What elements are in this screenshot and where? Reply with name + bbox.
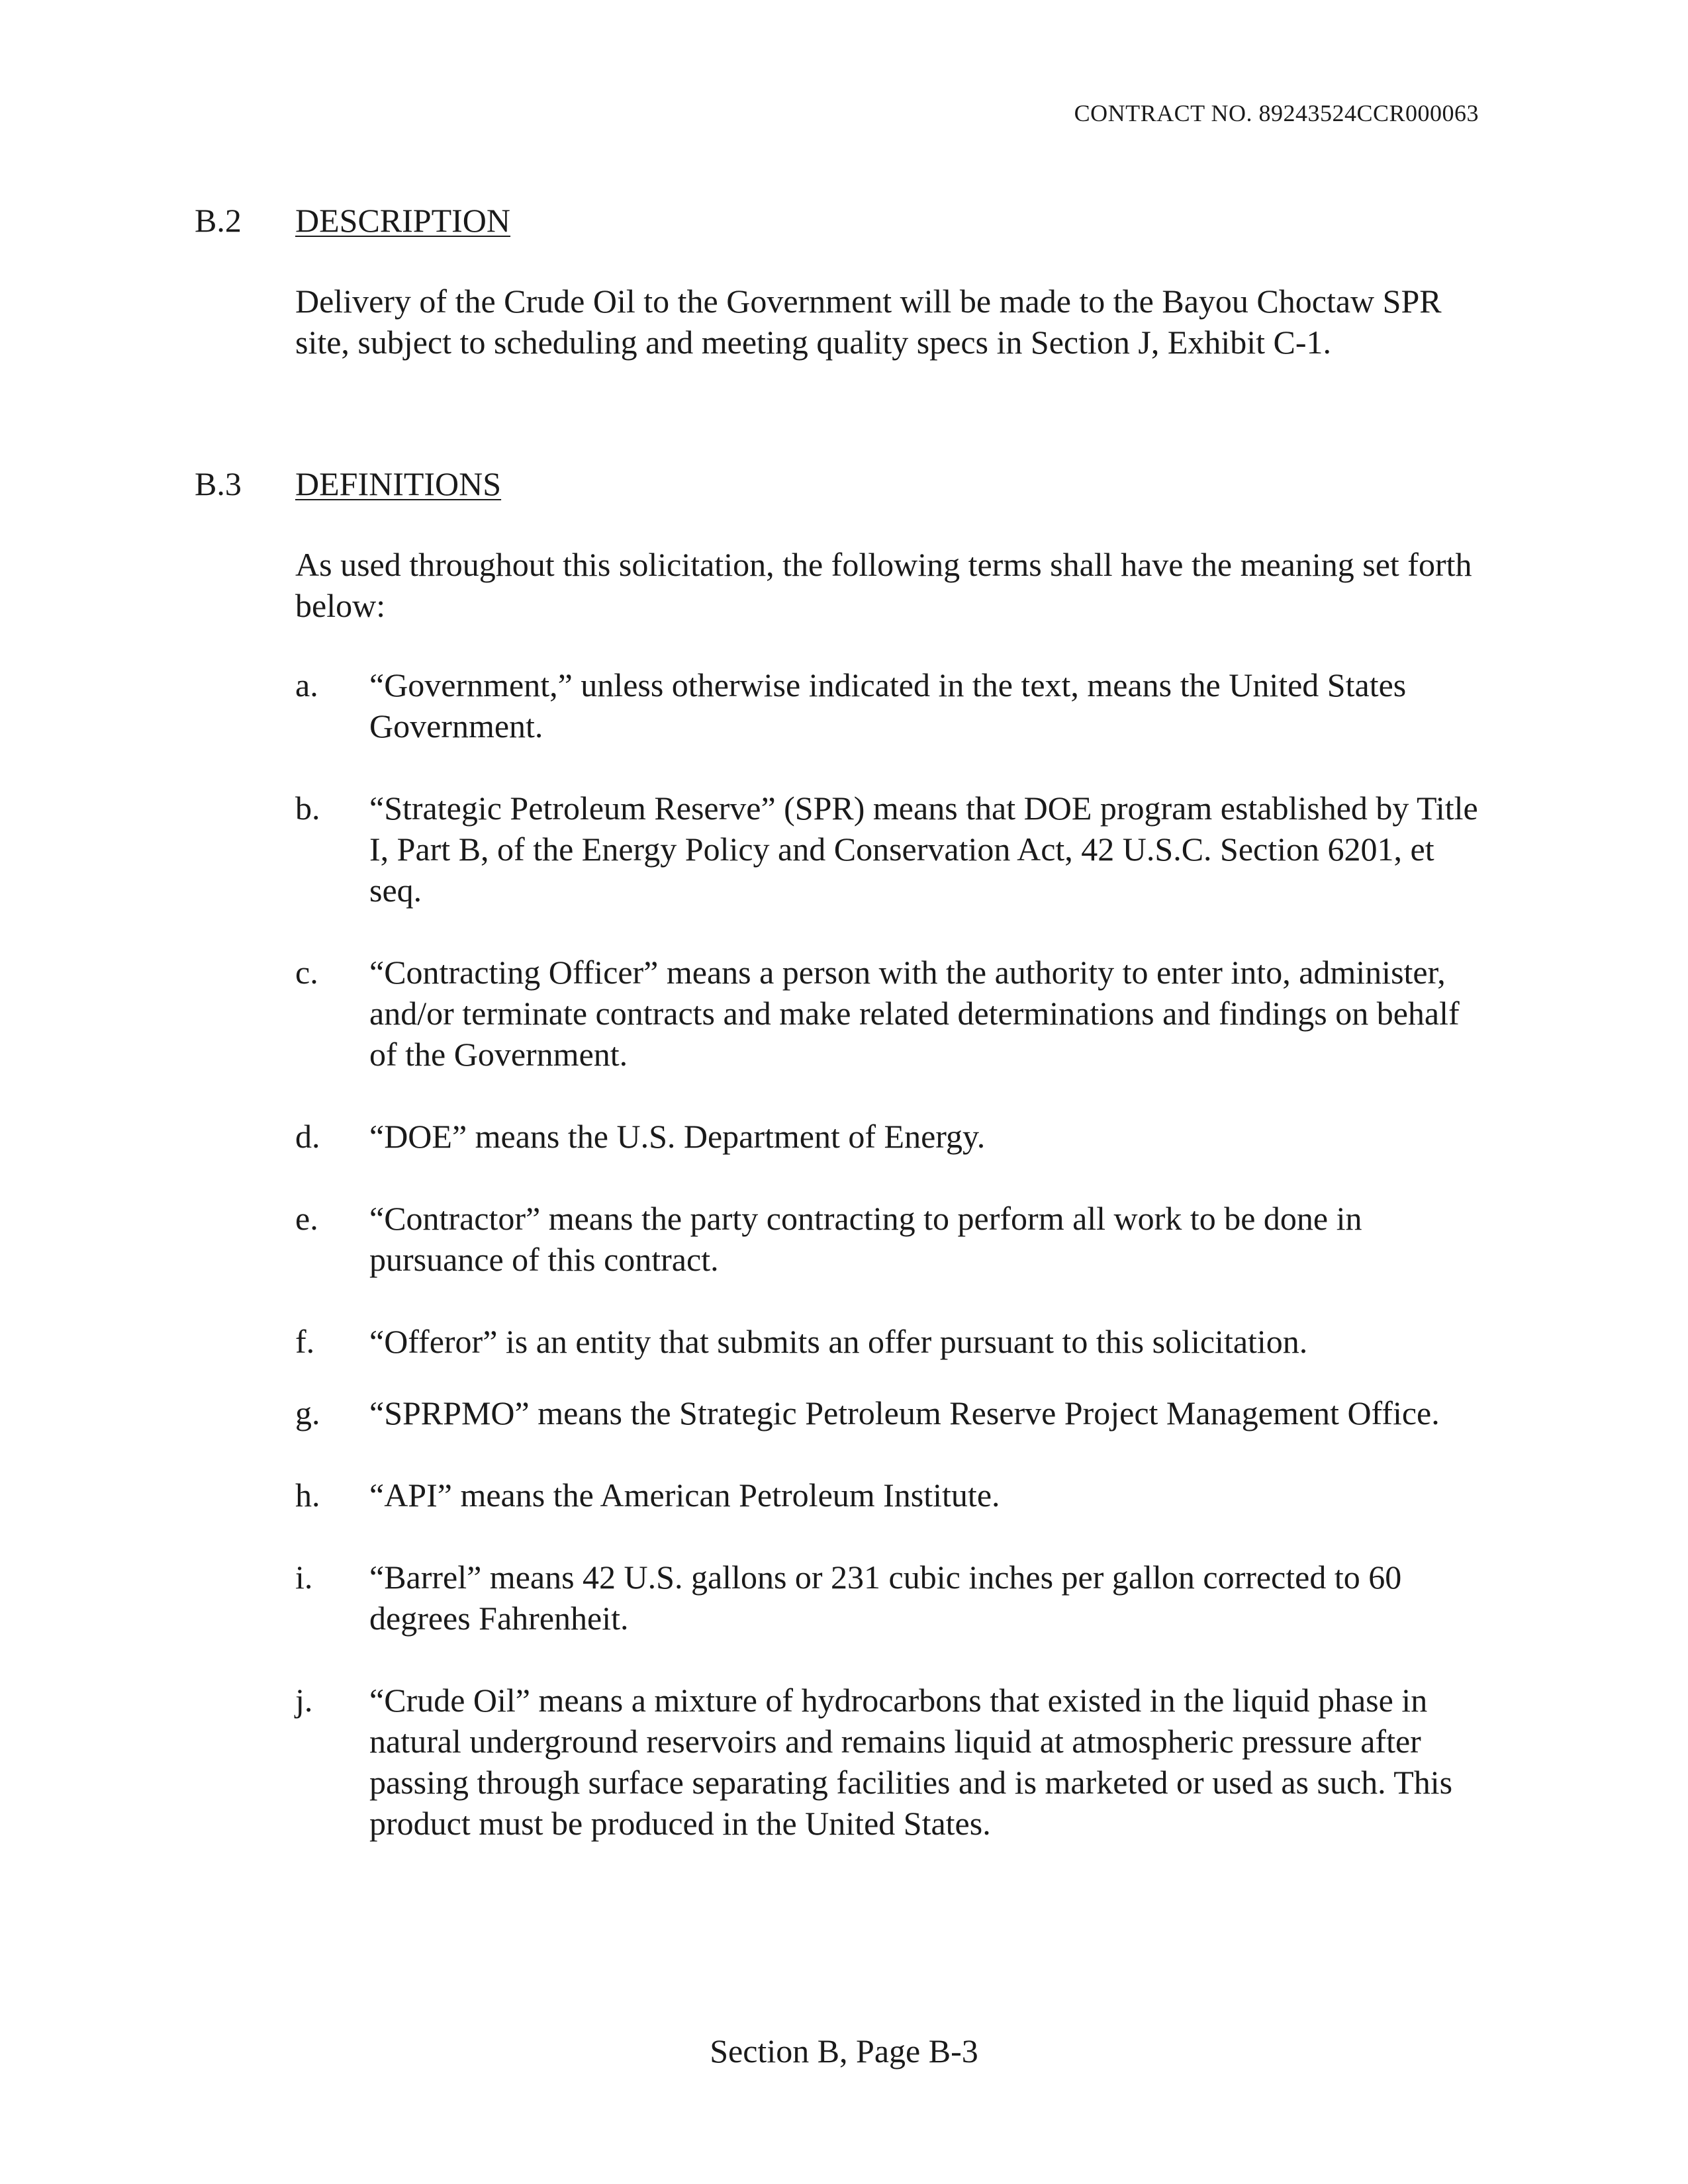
definition-letter: g. [295, 1394, 320, 1432]
section-number: B.3 [195, 465, 242, 502]
definition-item [295, 1475, 1487, 1516]
definition-text: “Contracting Officer” means a person with the authority to enter into, administer, and/or terminate contracts and make related determinations and findings on behalf of the Government. [369, 954, 1460, 1073]
definition-item [295, 1557, 1487, 1639]
definition-item [295, 788, 1487, 911]
definition-text: “DOE” means the U.S. Department of Energy. [369, 1118, 986, 1155]
definition-letter: b. [295, 790, 320, 827]
definition-letter: f. [295, 1323, 315, 1360]
section-b2 [195, 200, 1492, 363]
definition-text: “Strategic Petroleum Reserve” (SPR) means that DOE program established by Title I, Part B, of the Energy Policy and Conservation Act, 42 U.S.C. Section 6201, et seq. [369, 790, 1478, 909]
definition-letter: e. [295, 1200, 318, 1237]
definition-text: “Contractor” means the party contracting to perform all work to be done in pursuance of this contract. [369, 1200, 1362, 1278]
contract-number: CONTRACT NO. 89243524CCR000063 [1074, 100, 1479, 126]
definition-item [295, 1116, 1487, 1157]
definition-text: “Offeror” is an entity that submits an offer pursuant to this solicitation. [369, 1323, 1308, 1360]
section-title: DESCRIPTION [295, 202, 511, 239]
definition-letter: a. [295, 666, 318, 704]
definition-item [295, 664, 1487, 747]
definition-text: “API” means the American Petroleum Institute. [369, 1477, 1000, 1514]
definition-item [295, 952, 1487, 1075]
definition-letter: c. [295, 954, 318, 991]
definition-letter: h. [295, 1477, 320, 1514]
definition-text: “Barrel” means 42 U.S. gallons or 231 cubic inches per gallon corrected to 60 degrees Fahrenheit. [369, 1559, 1402, 1637]
section-description-text: Delivery of the Crude Oil to the Government will be made to the Bayou Choctaw SPR site, subject to scheduling and meeting quality specs in Section J, Exhibit C-1. [295, 283, 1442, 361]
definitions-intro-text: As used throughout this solicitation, the following terms shall have the meaning set forth below: [295, 546, 1472, 624]
definition-item [295, 1680, 1487, 1844]
definition-item [295, 1321, 1487, 1362]
section-heading [195, 200, 1492, 241]
definition-letter: i. [295, 1559, 313, 1596]
definition-text: “Crude Oil” means a mixture of hydrocarbons that existed in the liquid phase in natural underground reservoirs and remains liquid at atmospheric pressure after passing through surface separating facilities and is marketed or used as such. This product must be produced in the United States. [369, 1682, 1453, 1842]
definition-item [295, 1198, 1487, 1280]
page-footer: Section B, Page B-3 [710, 2032, 978, 2070]
definition-text: “SPRPMO” means the Strategic Petroleum Reserve Project Management Office. [369, 1394, 1440, 1432]
definitions-list [295, 664, 1487, 1844]
section-heading [195, 463, 1492, 504]
section-number: B.2 [195, 202, 242, 239]
definition-letter: d. [295, 1118, 320, 1155]
definition-text: “Government,” unless otherwise indicated in the text, means the United States Government. [369, 666, 1407, 745]
definition-item [295, 1392, 1487, 1433]
definition-letter: j. [295, 1682, 313, 1719]
section-title: DEFINITIONS [295, 465, 502, 502]
section-b3 [195, 463, 1492, 626]
